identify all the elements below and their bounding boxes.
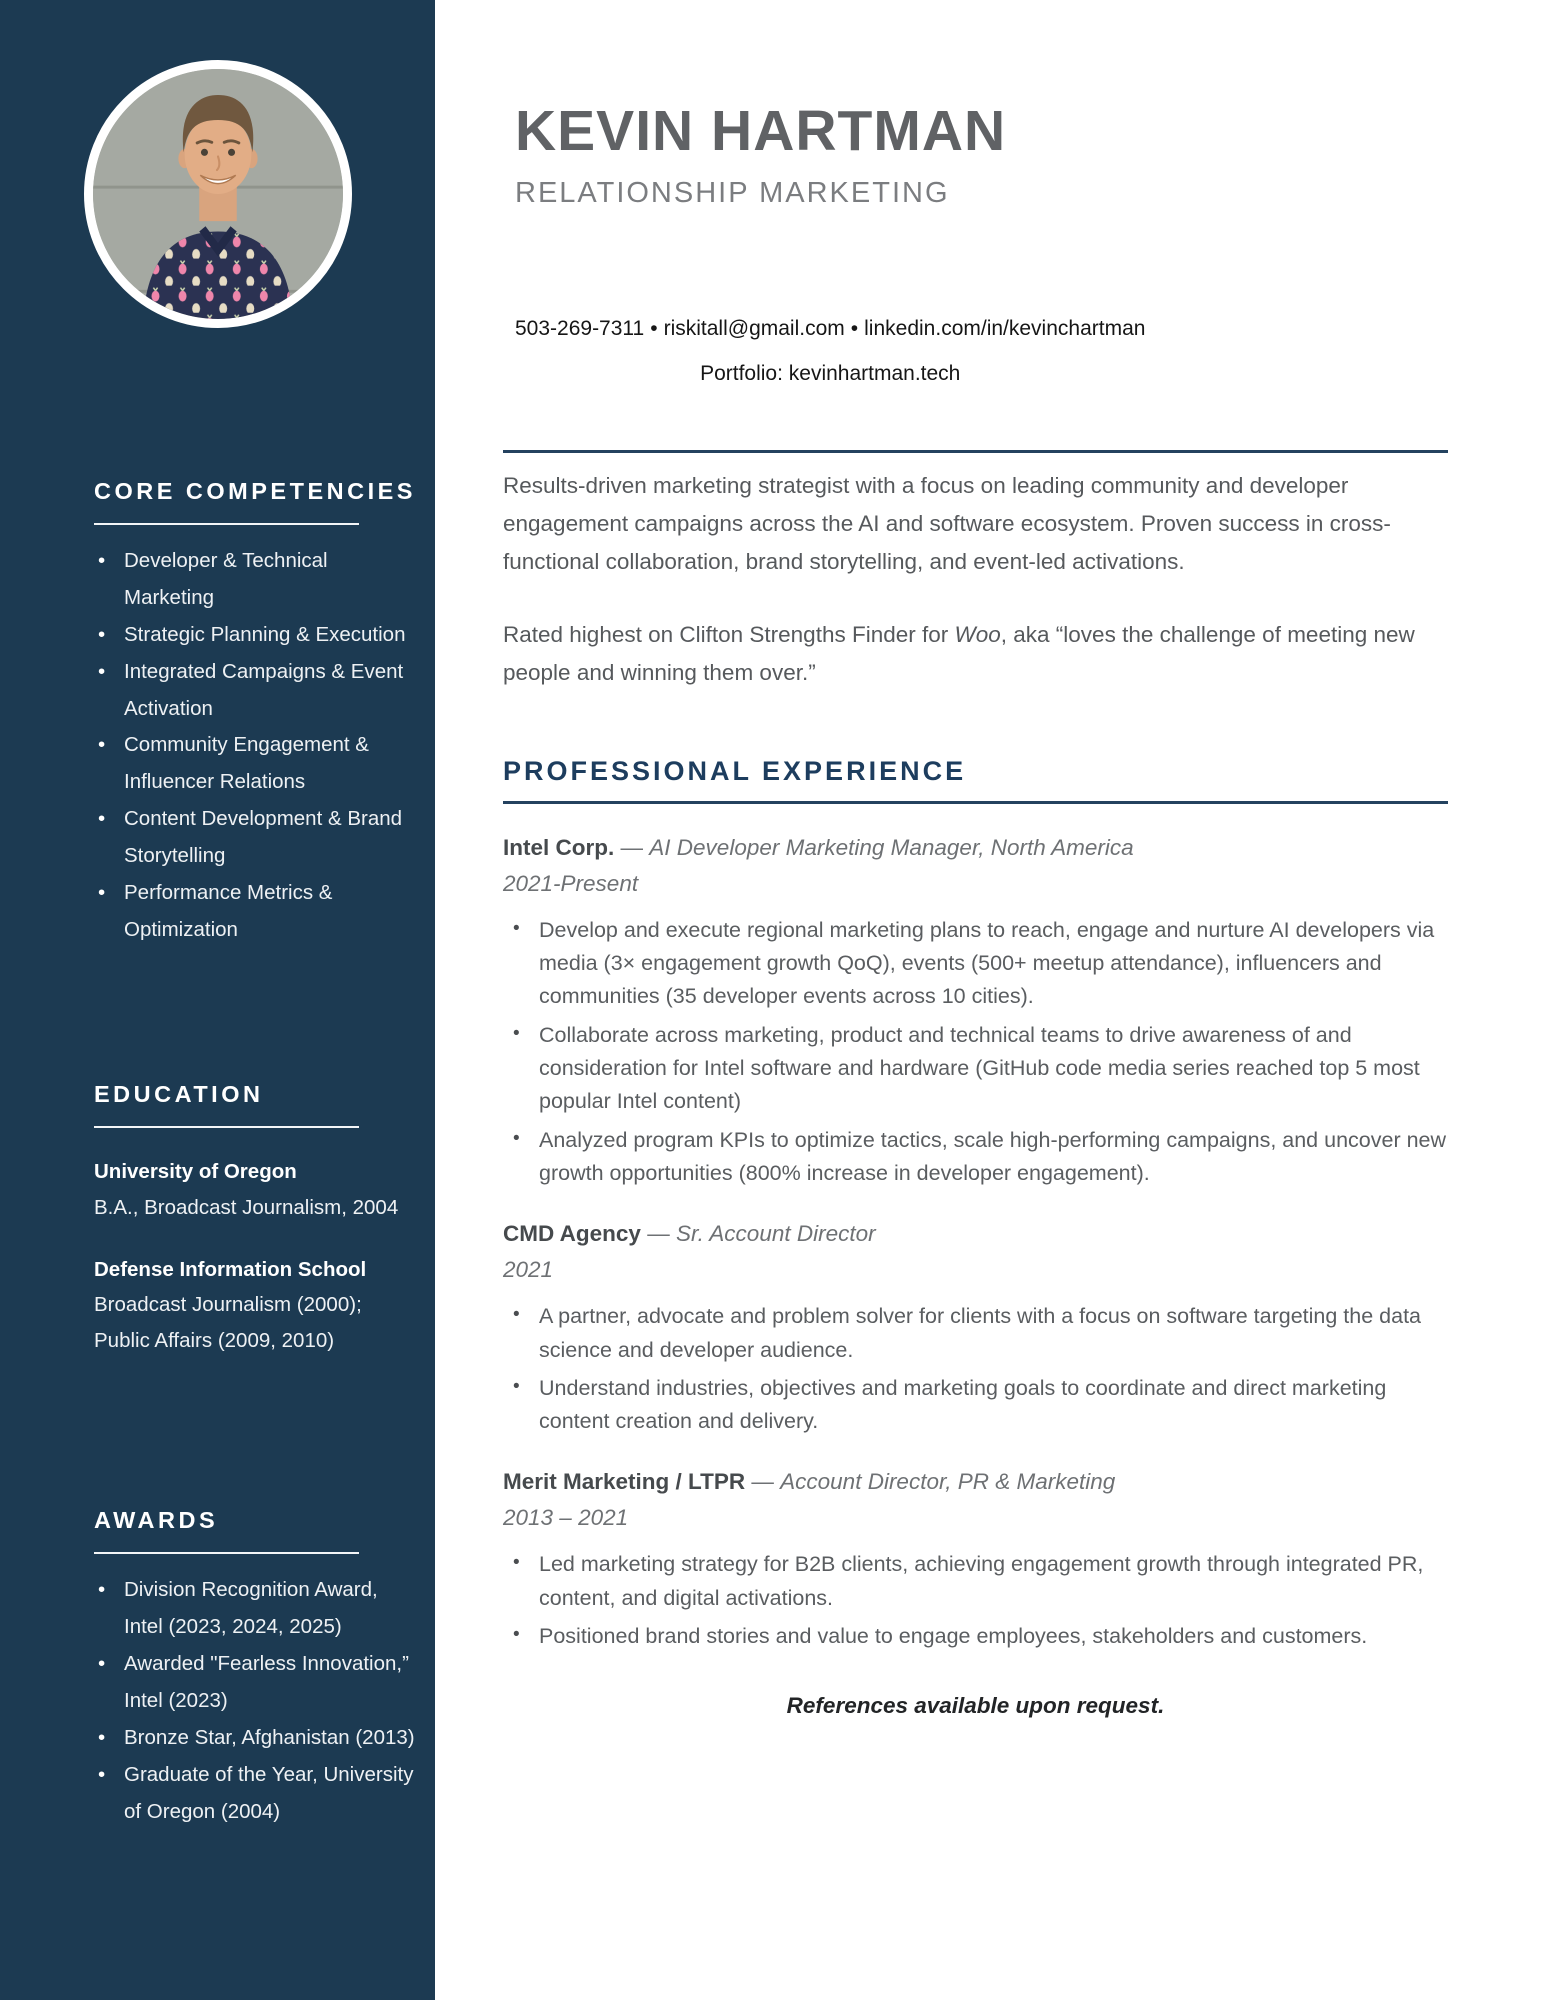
page-title: KEVIN HARTMAN xyxy=(515,99,1007,163)
list-item: • Awarded "Fearless Innovation,” Intel (2023) xyxy=(94,1646,421,1720)
education-entry xyxy=(94,1154,421,1226)
section-underline xyxy=(94,523,359,525)
job-bullet: • A partner, advocate and problem solver for clients with a focus on software targeting the data science and developer audience. xyxy=(503,1300,1448,1367)
experience-divider xyxy=(503,801,1448,804)
list-item: • Integrated Campaigns & Event Activation xyxy=(94,654,421,728)
header-divider xyxy=(503,450,1448,453)
references-note: References available upon request. xyxy=(786,1693,1165,1719)
company-name: CMD Agency xyxy=(503,1221,641,1247)
job-entry xyxy=(503,1216,1448,1438)
portfolio-link[interactable]: Portfolio: kevinhartman.tech xyxy=(700,361,961,385)
job-bullet: • Positioned brand stories and value to engage employees, stakeholders and customers. xyxy=(503,1620,1448,1653)
job-dates: 2021-Present xyxy=(503,870,639,896)
core-competencies-heading: CORE COMPETENCIES xyxy=(94,478,416,504)
sidebar xyxy=(0,0,435,2000)
job-header xyxy=(503,1216,1448,1288)
list-item: • Performance Metrics & Optimization xyxy=(94,875,421,949)
section-underline xyxy=(94,1126,359,1128)
company-name: Intel Corp. xyxy=(503,834,615,860)
em-dash: — xyxy=(647,1221,670,1247)
job-bullet-list xyxy=(503,1300,1448,1438)
school-name: University of Oregon xyxy=(94,1159,297,1183)
email-link[interactable]: riskitall@gmail.com xyxy=(663,316,845,340)
list-item: • Graduate of the Year, University of Oregon (2004) xyxy=(94,1757,421,1831)
list-item: • Community Engagement & Influencer Relations xyxy=(94,727,421,801)
list-item: • Strategic Planning & Execution xyxy=(94,617,421,654)
experience-heading: PROFESSIONAL EXPERIENCE xyxy=(503,756,967,787)
job-bullet: • Develop and execute regional marketing plans to reach, engage and nurture AI developers via media (3× engagement growth QoQ), events (500+ meetup attendance), influencers and communities (35 developer events across 10 cities). xyxy=(503,914,1448,1014)
list-item: • Content Development & Brand Storytelling xyxy=(94,801,421,875)
job-bullet: • Led marketing strategy for B2B clients, achieving engagement growth through integrated PR, content, and digital activations. xyxy=(503,1548,1448,1615)
education-entry xyxy=(94,1252,421,1360)
core-competencies-section xyxy=(0,478,435,949)
job-bullet-list xyxy=(503,914,1448,1191)
phone-number: 503-269-7311 xyxy=(515,316,645,340)
bullet-separator: • xyxy=(850,316,859,340)
main-content xyxy=(435,0,1545,2000)
job-role: Account Director, PR & Marketing xyxy=(780,1469,1116,1495)
contact-block xyxy=(515,306,1145,396)
job-entry xyxy=(503,1464,1448,1653)
core-competencies-list xyxy=(94,543,421,949)
degree-detail: Broadcast Journalism (2000); Public Affairs (2009, 2010) xyxy=(94,1293,362,1353)
summary-section xyxy=(503,467,1448,692)
person-avatar-graphic xyxy=(93,69,343,319)
company-name: Merit Marketing / LTPR xyxy=(503,1469,746,1495)
job-role: Sr. Account Director xyxy=(675,1221,876,1247)
job-role: AI Developer Marketing Manager, North America xyxy=(649,834,1134,860)
em-dash: — xyxy=(620,834,644,860)
job-title-subtitle: RELATIONSHIP MARKETING xyxy=(515,176,950,209)
awards-heading: AWARDS xyxy=(94,1507,219,1534)
awards-section xyxy=(0,1507,435,1830)
job-entry xyxy=(503,830,1448,1191)
degree-detail: B.A., Broadcast Journalism, 2004 xyxy=(94,1195,399,1219)
job-bullet: • Analyzed program KPIs to optimize tactics, scale high-performing campaigns, and uncover new growth opportunities (800% increase in developer engagement). xyxy=(503,1124,1448,1191)
education-section xyxy=(0,1081,435,1359)
contact-line-2 xyxy=(515,351,1145,396)
job-bullet: • Understand industries, objectives and marketing goals to coordinate and direct marketing content creation and delivery. xyxy=(503,1372,1448,1439)
job-header xyxy=(503,830,1448,902)
summary-emphasis: Woo xyxy=(954,621,1001,647)
job-dates: 2013 – 2021 xyxy=(503,1505,629,1531)
job-bullet-list xyxy=(503,1548,1448,1653)
summary-paragraph: Results-driven marketing strategist with a focus on leading community and developer engagement campaigns across the AI and software ecosystem. Proven success in cross-functional collaboration, brand storytelling, and event-led activations. xyxy=(503,472,1391,575)
summary-text: , aka “loves the challenge of meeting new people and winning them over.” xyxy=(503,621,1415,685)
awards-list xyxy=(94,1572,421,1830)
linkedin-link[interactable]: linkedin.com/in/kevinchartman xyxy=(864,316,1146,340)
job-header xyxy=(503,1464,1448,1536)
list-item: • Division Recognition Award, Intel (2023, 2024, 2025) xyxy=(94,1572,421,1646)
school-name: Defense Information School xyxy=(94,1257,367,1281)
summary-paragraph xyxy=(503,616,1448,693)
job-bullet: • Collaborate across marketing, product and technical teams to drive awareness of and consideration for Intel software and hardware (GitHub code media series reached top 5 most popular Intel content) xyxy=(503,1019,1448,1119)
contact-line-1 xyxy=(515,306,1145,351)
education-heading: EDUCATION xyxy=(94,1080,264,1107)
profile-photo xyxy=(84,60,352,328)
list-item: • Developer & Technical Marketing xyxy=(94,543,421,617)
em-dash: — xyxy=(751,1469,774,1495)
job-dates: 2021 xyxy=(503,1257,554,1283)
section-underline xyxy=(94,1552,359,1554)
bullet-separator: • xyxy=(650,316,658,340)
list-item: • Bronze Star, Afghanistan (2013) xyxy=(94,1720,421,1757)
summary-text: Rated highest on Clifton Strengths Finder for xyxy=(503,621,955,647)
